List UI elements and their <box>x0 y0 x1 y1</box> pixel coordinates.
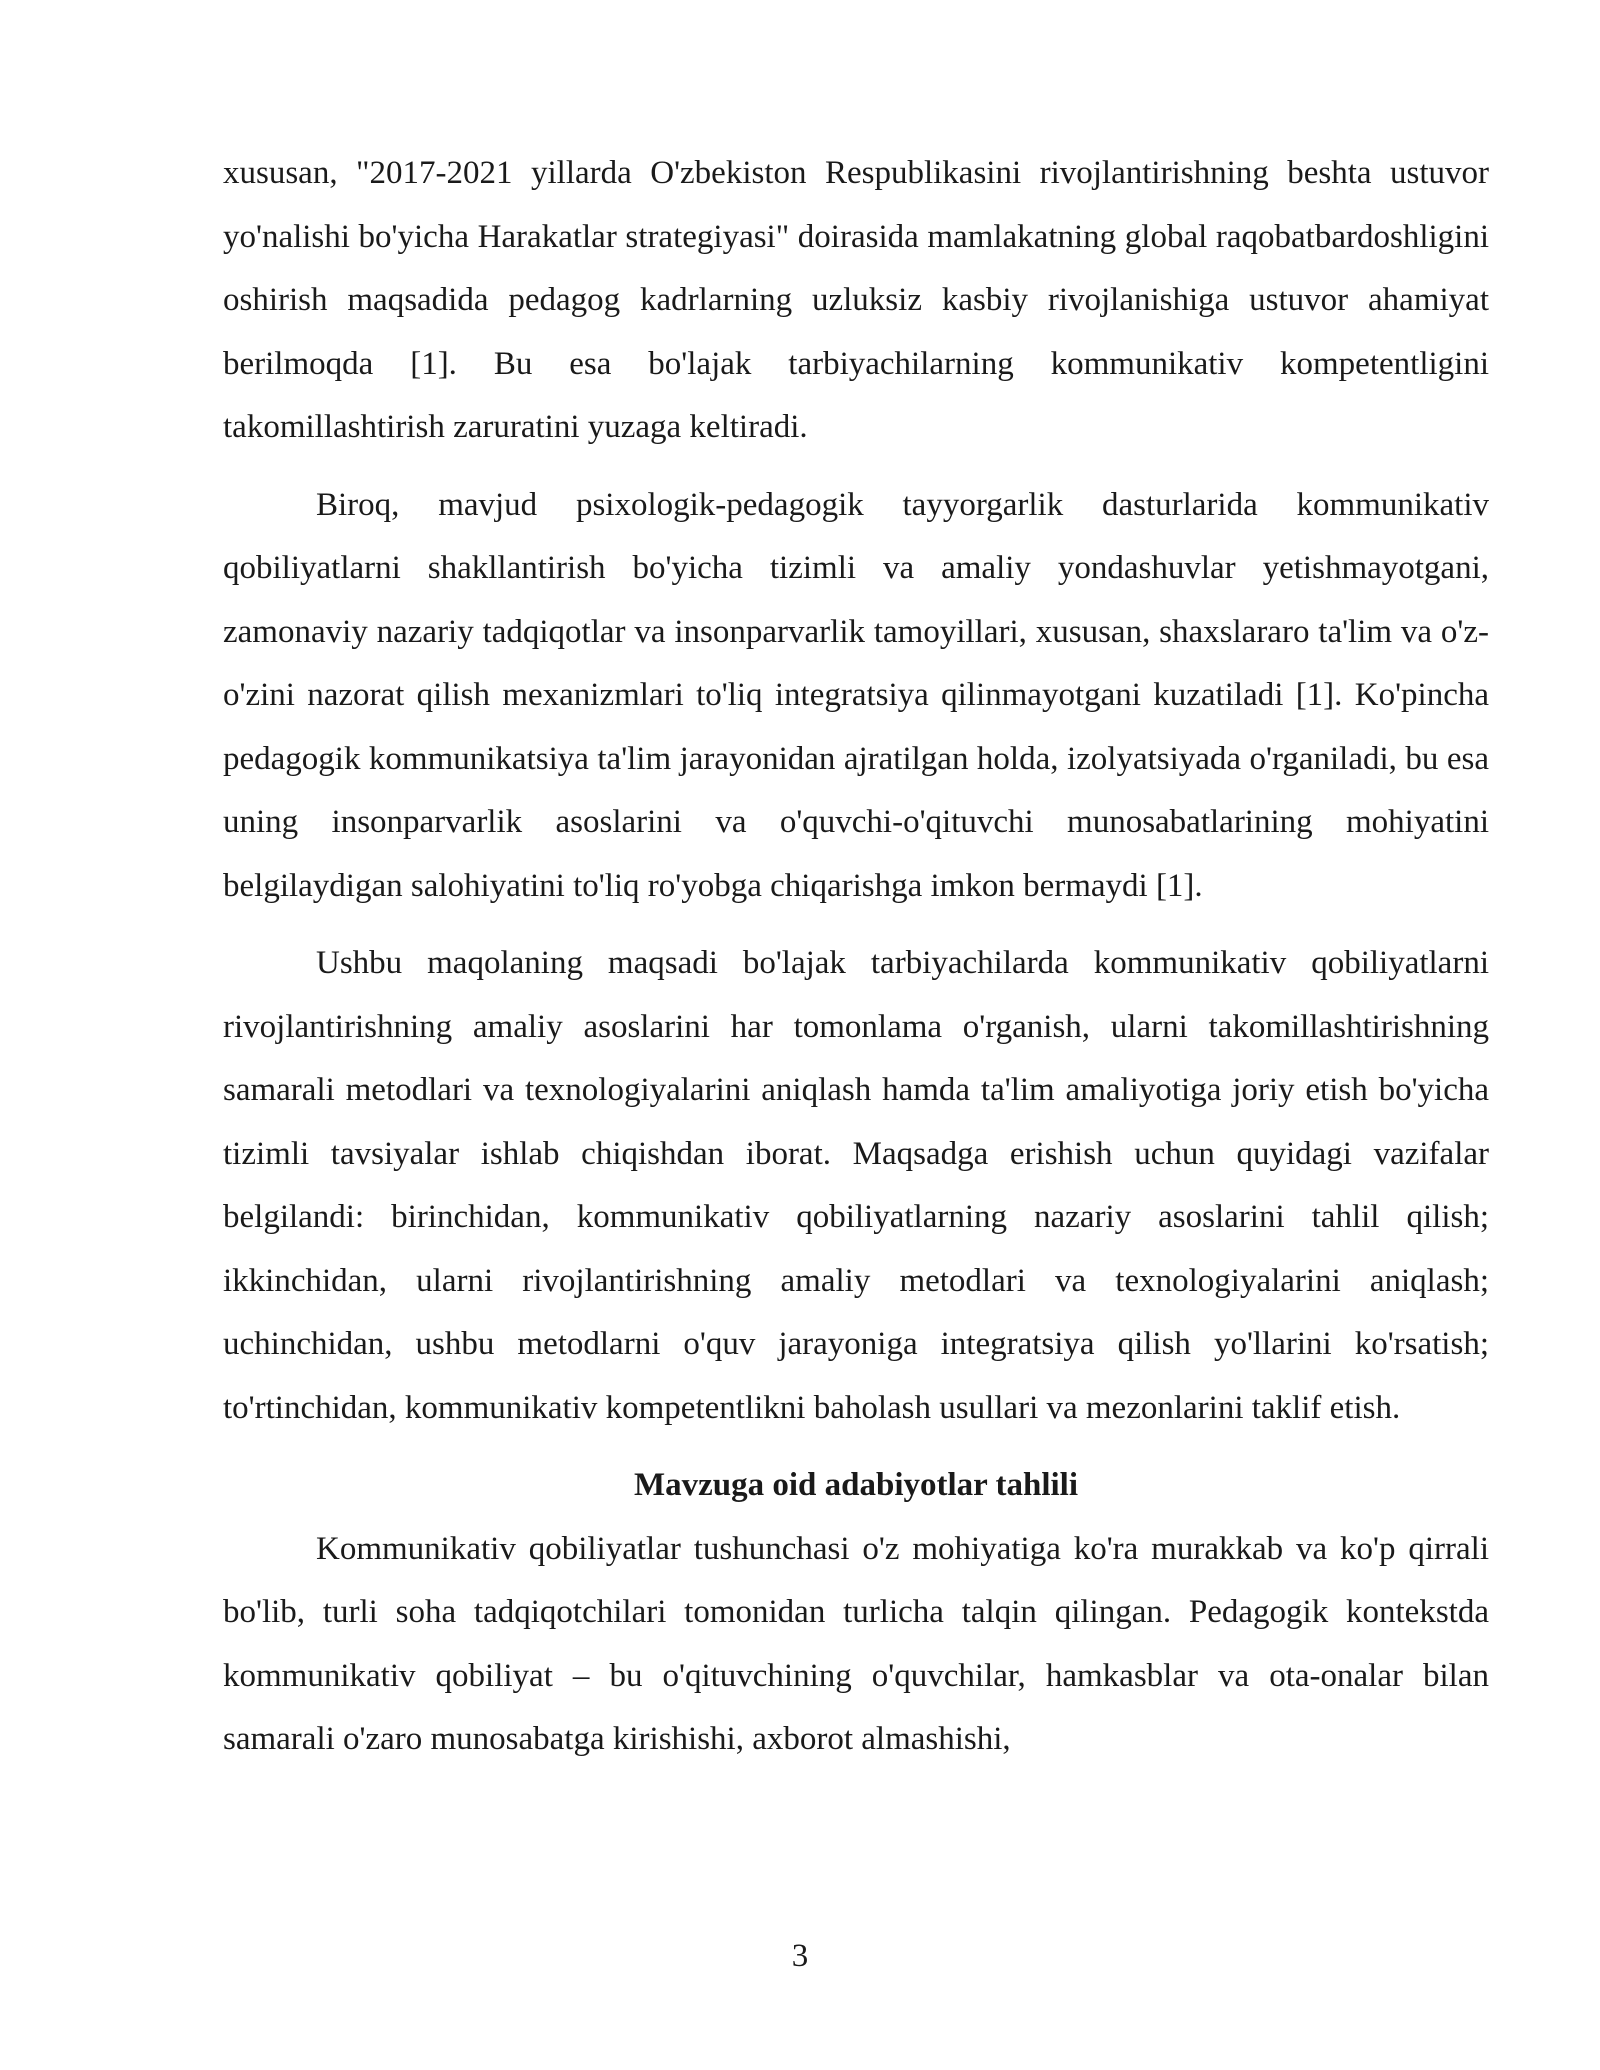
paragraph-article-goal: Ushbu maqolaning maqsadi bo'lajak tarbiyachilarda kommunikativ qobiliyatlarni rivojlantirishning amaliy asoslarini har tomonlama o'rganish, ularni takomillashtirishning samarali metodlari va texnologiyalarini aniqlash hamda ta'lim amaliyotiga joriy etish bo'yicha tizimli tavsiyalar ishlab chiqishdan iborat. Maqsadga erishish uchun quyidagi vazifalar belgilandi: birinchidan, kommunikativ qobiliyatlarning nazariy asoslarini tahlil qilish; ikkinchidan, ularni rivojlantirishning amaliy metodlari va texnologiyalarini aniqlash; uchinchidan, ushbu metodlarni o'quv jarayoniga integratsiya qilish yo'llarini ko'rsatish; to'rtinchidan, kommunikativ kompetentlikni baholash usullari va mezonlarini taklif etish. <box>223 945 1489 1426</box>
paragraph-problem-statement: Biroq, mavjud psixologik-pedagogik tayyorgarlik dasturlarida kommunikativ qobiliyatlarni shakllantirish bo'yicha tizimli va amaliy yondashuvlar yetishmayotgani, zamonaviy nazariy tadqiqotlar va insonparvarlik tamoyillari, xususan, shaxslararo ta'lim va o'z-o'zini nazorat qilish mexanizmlari to'liq integratsiya qilinmayotgani kuzatiladi [1]. Ko'pincha pedagogik kommunikatsiya ta'lim jarayonidan ajratilgan holda, izolyatsiyada o'rganiladi, bu esa uning insonparvarlik asoslarini va o'quvchi-o'qituvchi munosabatlarining mohiyatini belgilaydigan salohiyatini to'liq ro'yobga chiqarishga imkon bermaydi [1]. <box>223 486 1489 904</box>
page-number: 3 <box>791 1938 809 1974</box>
paragraph-continuation: xususan, "2017-2021 yillarda O'zbekiston Respublikasini rivojlantirishning beshta ustuvor yo'nalishi bo'yicha Harakatlar strategiyasi" doirasida mamlakatning global raqobatbardoshligini oshirish maqsadida pedagog kadrlarning uzluksiz kasbiy rivojlanishiga ustuvor ahamiyat berilmoqda [1]. Bu esa bo'lajak tarbiyachilarning kommunikativ kompetentligini takomillashtirish zaruratini yuzaga keltiradi. <box>223 155 1489 445</box>
page-body <box>223 142 1489 1772</box>
paragraph-literature-review: Kommunikativ qobiliyatlar tushunchasi o'z mohiyatiga ko'ra murakkab va ko'p qirrali bo'lib, turli soha tadqiqotchilari tomonidan turlicha talqin qilingan. Pedagogik kontekstda kommunikativ qobiliyat – bu o'qituvchining o'quvchilar, hamkasblar va ota-onalar bilan samarali o'zaro munosabatga kirishishi, axborot almashishi, <box>223 1530 1489 1757</box>
section-heading: Mavzuga oid adabiyotlar tahlili <box>633 1467 1079 1503</box>
